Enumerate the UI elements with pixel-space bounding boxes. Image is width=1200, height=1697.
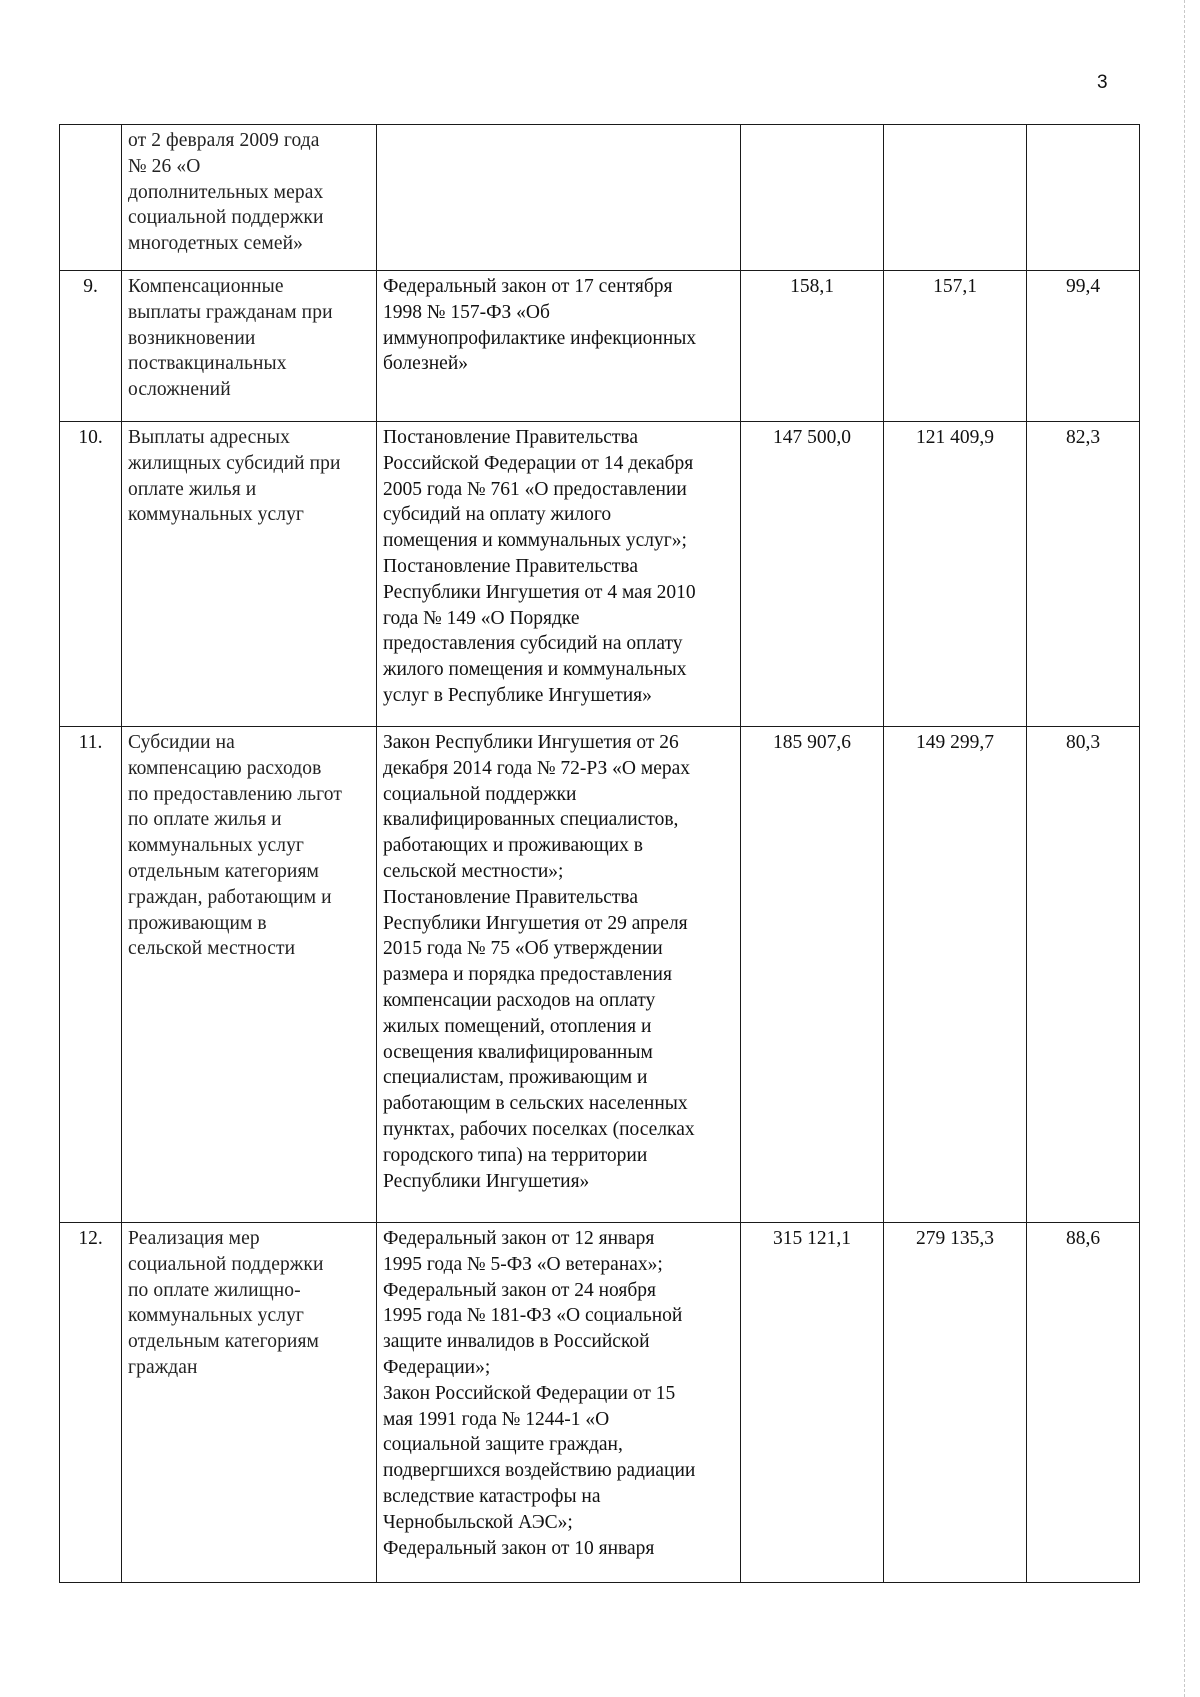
scan-edge-line (1184, 0, 1185, 1697)
measure-name (122, 1223, 377, 1583)
actual-amount (884, 271, 1027, 422)
measure-name-line: Компенсационные (128, 276, 284, 297)
legal-basis-line: иммунопрофилактике инфекционных (383, 327, 697, 349)
planned-amount (741, 271, 884, 422)
measure-name-line: Реализация мер (128, 1228, 260, 1249)
legal-basis (377, 125, 741, 271)
legal-basis-line: Федеральный закон от 12 января (383, 1228, 655, 1249)
measure-name-line: коммунальных услуг (128, 835, 305, 857)
legal-basis-line: жилых помещений, отопления и (383, 1015, 652, 1037)
row-number-text: 12. (78, 1228, 103, 1249)
execution-percent (1027, 1223, 1140, 1583)
planned-amount (741, 727, 884, 1223)
row-number (60, 727, 122, 1223)
planned-amount (741, 1223, 884, 1583)
measure-name-line: проживающим в (128, 912, 267, 934)
execution-percent-text: 99,4 (1065, 276, 1101, 297)
legal-basis-line: года № 149 «О Порядке (383, 607, 580, 629)
legal-basis-line: услуг в Республике Ингушетия» (383, 684, 652, 706)
legal-basis-line: Федеральный закон от 24 ноября (383, 1279, 657, 1301)
legal-basis-line: квалифицированных специалистов, (383, 809, 679, 831)
legal-basis (377, 1223, 741, 1583)
legal-basis-line: Республики Ингушетия» (383, 1170, 590, 1192)
measure-name-line: возникновении (128, 327, 256, 349)
measure-name-line: дополнительных мерах (128, 181, 324, 203)
legal-basis-line: Федеральный закон от 17 сентября (383, 276, 673, 297)
legal-basis-line: социальной защите граждан, (383, 1434, 623, 1456)
legal-basis-line: Республики Ингушетия от 4 мая 2010 (383, 581, 696, 603)
legal-basis-line: Постановление Правительства (383, 555, 639, 577)
row-number-text: 11. (78, 732, 103, 753)
row-number (60, 125, 122, 271)
measure-name-line: жилищных субсидий при (128, 452, 341, 474)
page-number: 3 (1097, 72, 1108, 93)
row-number-text: 10. (78, 427, 103, 448)
legal-basis-line: субсидий на оплату жилого (383, 504, 612, 526)
planned-amount (741, 125, 884, 271)
actual-amount-text: 149 299,7 (916, 732, 994, 753)
row-number (60, 422, 122, 727)
social-support-table (59, 124, 1140, 1583)
measure-name (122, 422, 377, 727)
legal-basis-line: помещения и коммунальных услуг»; (383, 530, 687, 552)
legal-basis (377, 422, 741, 727)
actual-amount (884, 1223, 1027, 1583)
execution-percent (1027, 271, 1140, 422)
planned-amount-text: 147 500,0 (773, 427, 851, 448)
measure-name-line: от 2 февраля 2009 года (128, 130, 320, 151)
legal-basis-line: Закон Российской Федерации от 15 (383, 1382, 676, 1404)
measure-name-line: коммунальных услуг (128, 504, 305, 526)
legal-basis-line: Постановление Правительства (383, 886, 639, 908)
legal-basis (377, 727, 741, 1223)
legal-basis-line: работающих и проживающих в (383, 835, 644, 857)
measure-name (122, 125, 377, 271)
legal-basis-line: городского типа) на территории (383, 1144, 648, 1166)
measure-name-line: Выплаты адресных (128, 427, 290, 448)
actual-amount-text: 121 409,9 (916, 427, 994, 448)
measure-name (122, 271, 377, 422)
legal-basis-line: социальной поддержки (383, 783, 577, 805)
planned-amount-text: 158,1 (790, 276, 834, 297)
measure-name-line: сельской местности (128, 938, 296, 960)
legal-basis-line: Российской Федерации от 14 декабря (383, 452, 694, 474)
table-body (60, 125, 1140, 1583)
measure-name-line: оплате жилья и (128, 478, 257, 500)
measure-name-line: отдельным категориям (128, 860, 319, 882)
measure-name-line: многодетных семей» (128, 233, 304, 255)
legal-basis-line: Постановление Правительства (383, 427, 639, 448)
execution-percent-text: 82,3 (1065, 427, 1101, 448)
legal-basis-line: размера и порядка предоставления (383, 964, 672, 986)
execution-percent-text: 88,6 (1065, 1228, 1101, 1249)
legal-basis-line: работающим в сельских населенных (383, 1093, 688, 1115)
legal-basis-line: предоставления субсидий на оплату (383, 633, 683, 655)
legal-basis-line: сельской местности»; (383, 860, 564, 882)
legal-basis-line: болезней» (383, 353, 469, 375)
measure-name-line: граждан, работающим и (128, 886, 332, 908)
row-number-text: 9. (83, 276, 98, 297)
actual-amount (884, 422, 1027, 727)
measure-name-line: отдельным категориям (128, 1331, 319, 1353)
legal-basis (377, 271, 741, 422)
execution-percent (1027, 422, 1140, 727)
planned-amount-text: 185 907,6 (773, 732, 851, 753)
measure-name (122, 727, 377, 1223)
table-row (60, 422, 1140, 727)
actual-amount-text: 279 135,3 (916, 1228, 994, 1249)
legal-basis-line: мая 1991 года № 1244-1 «О (383, 1408, 610, 1430)
planned-amount (741, 422, 884, 727)
table-row (60, 1223, 1140, 1583)
actual-amount (884, 125, 1027, 271)
legal-basis-line: специалистам, проживающим и (383, 1067, 648, 1089)
legal-basis-line: 1995 года № 181-ФЗ «О социальной (383, 1305, 683, 1327)
measure-name-line: по оплате жилищно- (128, 1279, 301, 1301)
measure-name-line: Субсидии на (128, 732, 235, 753)
execution-percent (1027, 125, 1140, 271)
measure-name-line: выплаты гражданам при (128, 301, 333, 323)
legal-basis-line: вследствие катастрофы на (383, 1485, 601, 1507)
execution-percent (1027, 727, 1140, 1223)
measure-name-line: компенсацию расходов (128, 757, 322, 779)
legal-basis-line: освещения квалифицированным (383, 1041, 653, 1063)
legal-basis-line: жилого помещения и коммунальных (383, 659, 687, 681)
measure-name-line: социальной поддержки (128, 1253, 324, 1275)
measure-name-line: социальной поддержки (128, 207, 324, 229)
row-number (60, 271, 122, 422)
execution-percent-text: 80,3 (1065, 732, 1101, 753)
row-number (60, 1223, 122, 1583)
legal-basis-line: Закон Республики Ингушетия от 26 (383, 732, 679, 753)
table-row (60, 125, 1140, 271)
legal-basis-line: 1998 № 157-ФЗ «Об (383, 301, 550, 323)
legal-basis-line: Федеральный закон от 10 января (383, 1537, 655, 1559)
measure-name-line: поствакцинальных (128, 353, 287, 375)
legal-basis-line: компенсации расходов на оплату (383, 989, 656, 1011)
legal-basis-line: 2015 года № 75 «Об утверждении (383, 938, 663, 960)
legal-basis-line: подвергшихся воздействию радиации (383, 1460, 696, 1482)
legal-basis-line: пунктах, рабочих поселках (поселках (383, 1118, 695, 1140)
measure-name-line: граждан (128, 1356, 198, 1378)
legal-basis-line: 1995 года № 5-ФЗ «О ветеранах»; (383, 1253, 663, 1275)
table-row (60, 271, 1140, 422)
legal-basis-line: Чернобыльской АЭС»; (383, 1511, 573, 1533)
legal-basis-line: Федерации»; (383, 1356, 491, 1378)
actual-amount-text: 157,1 (933, 276, 977, 297)
measure-name-line: по предоставлению льгот (128, 783, 342, 805)
legal-basis-line: защите инвалидов в Российской (383, 1331, 650, 1353)
planned-amount-text: 315 121,1 (773, 1228, 851, 1249)
measure-name-line: № 26 «О (128, 155, 201, 177)
table-row (60, 727, 1140, 1223)
measure-name-line: коммунальных услуг (128, 1305, 305, 1327)
measure-name-line: осложнений (128, 379, 231, 401)
legal-basis-line: Республики Ингушетия от 29 апреля (383, 912, 688, 934)
legal-basis-line: 2005 года № 761 «О предоставлении (383, 478, 687, 500)
legal-basis-line: декабря 2014 года № 72-РЗ «О мерах (383, 757, 691, 779)
measure-name-line: по оплате жилья и (128, 809, 282, 831)
actual-amount (884, 727, 1027, 1223)
